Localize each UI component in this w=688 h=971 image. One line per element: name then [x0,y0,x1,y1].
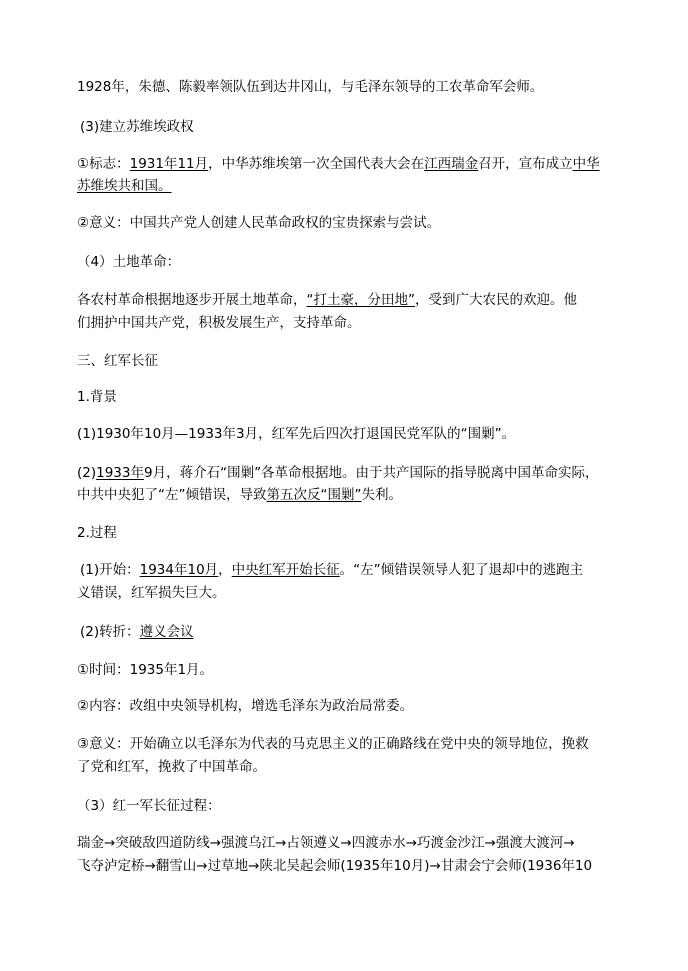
text-span: 中共中央犯了“左”倾错误，导致 [77,487,267,503]
section-heading [77,797,221,815]
text-span: 瑞金→突破敌四道防线→强渡乌江→占领遵义→四渡赤水→巧渡金沙江→强渡大渡河→ [77,835,575,851]
section-heading [77,524,117,542]
text-span: (1)1930年10月—1933年3月，红军先后四次打退国民党军队的“围剿”。 [77,426,516,442]
text-span: (2)转折： [80,624,140,640]
text-line [77,214,440,232]
text-line [77,857,592,875]
underlined-key-term: 1934年10月 [139,562,219,578]
section-heading [77,253,180,271]
text-span: ，中华苏维埃第一次全国代表大会在 [208,156,425,172]
underlined-key-term: 苏维埃共和国。 [77,178,172,194]
underlined-key-term: 1931年11月 [129,156,209,172]
underlined-key-term: “打土豪，分田地” [306,292,415,308]
text-span: 们拥护中国共产党，积极发展生产，支持革命。 [77,315,361,331]
text-line [77,464,599,482]
text-line [77,758,266,776]
text-span: （4）土地革命： [77,254,181,270]
text-span: 9月，蒋介石“围剿”各革命根据地。由于共产国际的指导脱离中国革命实际， [143,465,599,481]
text-span: 召开，宣布成立 [478,156,573,172]
text-span: 飞夺泸定桥→翻雪山→过草地→陕北吴起会师(1935年10月)→甘肃会宁会师(1936年10 [77,858,593,874]
text-span: （3）红一军长征过程： [77,798,221,814]
text-span: ②内容：改组中央领导机构，增选毛泽东为政治局常委。 [77,698,414,714]
text-span: ③意义：开始确立以毛泽东为代表的马克思主义的正确路线在党中央的领导地位，挽救 [77,736,589,752]
text-line [77,155,600,173]
text-span: ①标志： [77,156,130,172]
text-span: ， [218,562,232,578]
text-span: 义错误，红军损失巨大。 [77,585,226,601]
text-span: 了党和红军，挽救了中国革命。 [77,759,266,775]
chapter-heading [77,352,158,370]
underlined-key-term: 1933年 [96,465,144,481]
text-span: ，受到广大农民的欢迎。他 [415,292,577,308]
text-span: 2.过程 [77,525,117,541]
text-span: (3)建立苏维埃政权 [80,119,194,135]
text-span: ①时间：1935年1月。 [77,662,214,678]
text-span: 失利。 [361,487,402,503]
underlined-key-term: 中华 [572,156,600,172]
text-line [77,697,413,715]
text-line [77,78,543,96]
underlined-key-term: 江西瑞金 [424,156,479,172]
text-span: (1)开始： [80,562,140,578]
text-span: 三、红军长征 [77,353,158,369]
underlined-key-term: 遵义会议 [139,624,194,640]
text-line [77,314,361,332]
section-heading [80,623,194,641]
text-line [77,584,226,602]
section-heading [80,118,194,136]
text-line [77,177,172,195]
text-line [77,291,577,309]
underlined-key-term: 第五次反“围剿” [266,487,362,503]
text-span: 1928年，朱德、陈毅率领队伍到达井冈山，与毛泽东领导的工农革命军会师。 [77,79,544,95]
text-span: 1.背景 [77,389,117,405]
text-span: ②意义：中国共产党人创建人民革命政权的宝贵探索与尝试。 [77,215,441,231]
text-span: 各农村革命根据地逐步开展土地革命， [77,292,307,308]
text-line [77,661,213,679]
text-line [77,735,589,753]
section-heading [77,388,117,406]
underlined-key-term: 中央红军开始长征 [231,562,340,578]
text-span: 。“左”倾错误领导人犯了退却中的逃跑主 [339,562,584,578]
text-line [77,486,402,504]
text-line [80,561,583,579]
text-line [77,834,575,852]
text-line [77,425,515,443]
text-span: (2) [77,465,97,481]
